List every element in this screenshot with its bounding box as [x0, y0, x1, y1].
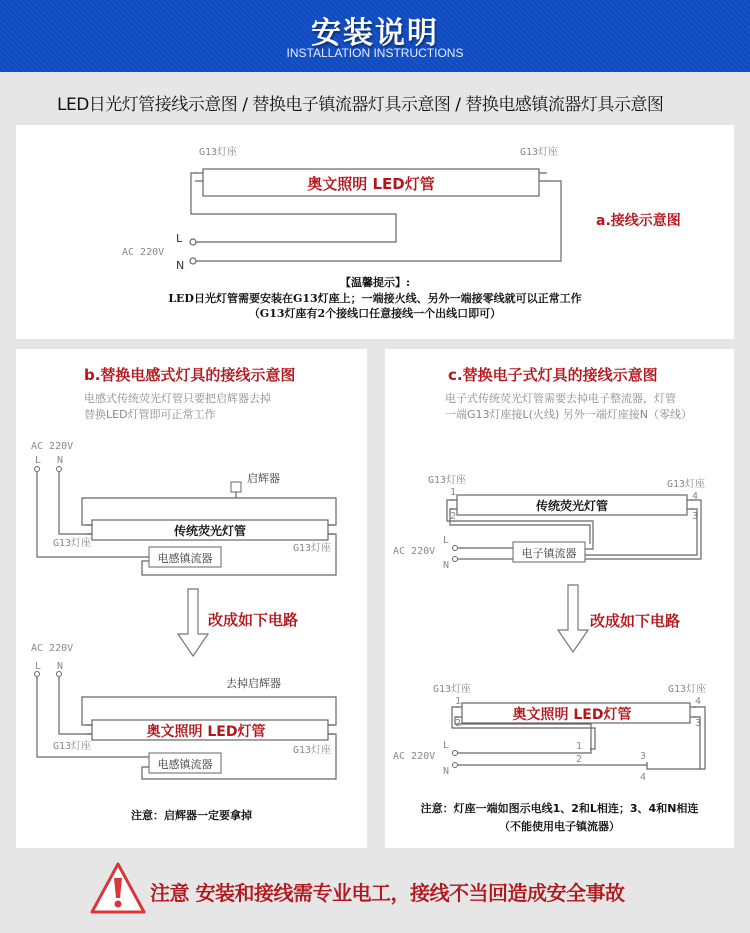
pin-3-label: 3 [692, 511, 699, 522]
warning-triangle-icon [88, 860, 148, 920]
n-label: N [176, 259, 185, 272]
socket-right-label: G13灯座 [667, 479, 706, 490]
down-arrow-icon [178, 589, 208, 656]
socket-left-label: G13灯座 [428, 475, 467, 486]
tip-line-1: LED日光灯管需要安装在G13灯座上；一端接火线、另外一端接零线就可以正常工作 [168, 292, 582, 305]
tube-label: 传统荧光灯管 [535, 499, 609, 513]
socket-left-label: G13灯座 [433, 684, 472, 695]
panel-b-inductive-replacement [16, 349, 367, 848]
l-label: L [35, 661, 42, 672]
socket-right-label: G13灯座 [520, 147, 559, 158]
diagram-b-after [31, 643, 336, 779]
junction-3-label: 3 [640, 751, 647, 762]
ac-label: AC 220V [31, 441, 74, 452]
tip-title: 【温馨提示】: [339, 276, 411, 289]
ballast-label: 电感镇流器 [157, 758, 213, 771]
socket-left-label: G13灯座 [199, 147, 238, 158]
panel-c-desc-2: 一端G13灯座接L(火线) 另外一端灯座接N（零线） [445, 408, 692, 421]
safety-warning [88, 860, 728, 920]
warning-text: 注意 安装和接线需专业电工，接线不当回造成安全事故 [150, 881, 625, 905]
pin-2-label: 2 [455, 718, 462, 729]
diagram-c-before [393, 473, 705, 571]
ballast-label: 电感镇流器 [157, 552, 213, 565]
diagram-c-after [393, 682, 706, 783]
arrow-label: 改成如下电路 [208, 611, 299, 629]
tube-label: 奥文照明 LED灯管 [512, 707, 632, 723]
ac-label: AC 220V [393, 546, 436, 557]
panel-c-note-2: （不能使用电子镇流器） [499, 820, 620, 833]
n-label: N [443, 560, 450, 571]
ballast-label: 电子镇流器 [521, 547, 577, 560]
socket-right-label: G13灯座 [293, 745, 332, 756]
tube-label: 奥文照明 LED灯管 [146, 724, 266, 740]
ac-label: AC 220V [122, 247, 165, 258]
junction-1-label: 1 [576, 741, 583, 752]
diagram-b-svg [16, 349, 367, 848]
diagram-b-before [31, 441, 336, 575]
terminal-l [190, 239, 196, 245]
tube-label: 传统荧光灯管 [173, 524, 247, 538]
pin-4-label: 4 [695, 696, 702, 707]
junction-2-label: 2 [576, 754, 583, 765]
l-label: L [176, 232, 183, 245]
n-label: N [443, 766, 450, 777]
panel-b-note: 注意：启辉器一定要拿掉 [131, 809, 252, 822]
l-label: L [35, 455, 42, 466]
page-subtitle: INSTALLATION INSTRUCTIONS [286, 46, 464, 60]
page-header [0, 0, 750, 72]
section-heading: LED日光灯管接线示意图 / 替换电子镇流器灯具示意图 / 替换电感镇流器灯具示意图 [57, 95, 664, 115]
junction-4-label: 4 [640, 772, 647, 783]
tip-line-2: （G13灯座有2个接线口任意接线一个出线口即可） [248, 307, 502, 320]
panel-a-wiring-diagram [16, 125, 734, 339]
pin-3-label: 3 [695, 718, 702, 729]
diagram-c-svg [385, 349, 734, 848]
terminal-n [190, 258, 196, 264]
socket-left-label: G13灯座 [53, 538, 92, 549]
panel-c-title: c.替换电子式灯具的接线示意图 [448, 366, 658, 384]
ac-label: AC 220V [393, 751, 436, 762]
diagram-a-label: a.接线示意图 [596, 213, 681, 229]
socket-right-label: G13灯座 [293, 543, 332, 554]
pin-1-label: 1 [450, 487, 457, 498]
socket-left-label: G13灯座 [53, 741, 92, 752]
starter-removed-label: 去掉启辉器 [226, 677, 281, 690]
pin-4-label: 4 [692, 491, 699, 502]
panel-c-electronic-replacement [385, 349, 734, 848]
starter-icon [231, 482, 241, 492]
panel-b-title: b.替换电感式灯具的接线示意图 [84, 366, 296, 384]
arrow-label: 改成如下电路 [590, 612, 681, 630]
pin-2-label: 2 [450, 511, 457, 522]
down-arrow-icon [558, 585, 588, 652]
n-label: N [57, 661, 64, 672]
page-title: 安装说明 [311, 16, 439, 51]
panel-b-desc-1: 电感式传统荧光灯管只要把启辉器去掉 [84, 392, 271, 405]
ac-label: AC 220V [31, 643, 74, 654]
socket-right-label: G13灯座 [668, 684, 707, 695]
panel-c-desc-1: 电子式传统荧光灯管需要去掉电子整流器，灯管 [445, 392, 676, 405]
starter-label: 启辉器 [247, 472, 280, 485]
l-label: L [443, 740, 450, 751]
panel-c-note-1: 注意：灯座一端如图示电线1、2和L相连；3、4和N相连 [420, 802, 699, 815]
l-label: L [443, 535, 450, 546]
n-label: N [57, 455, 64, 466]
tube-label: 奥文照明 LED灯管 [307, 175, 435, 193]
panel-b-desc-2: 替换LED灯管即可正常工作 [84, 408, 216, 421]
pin-1-label: 1 [455, 696, 462, 707]
